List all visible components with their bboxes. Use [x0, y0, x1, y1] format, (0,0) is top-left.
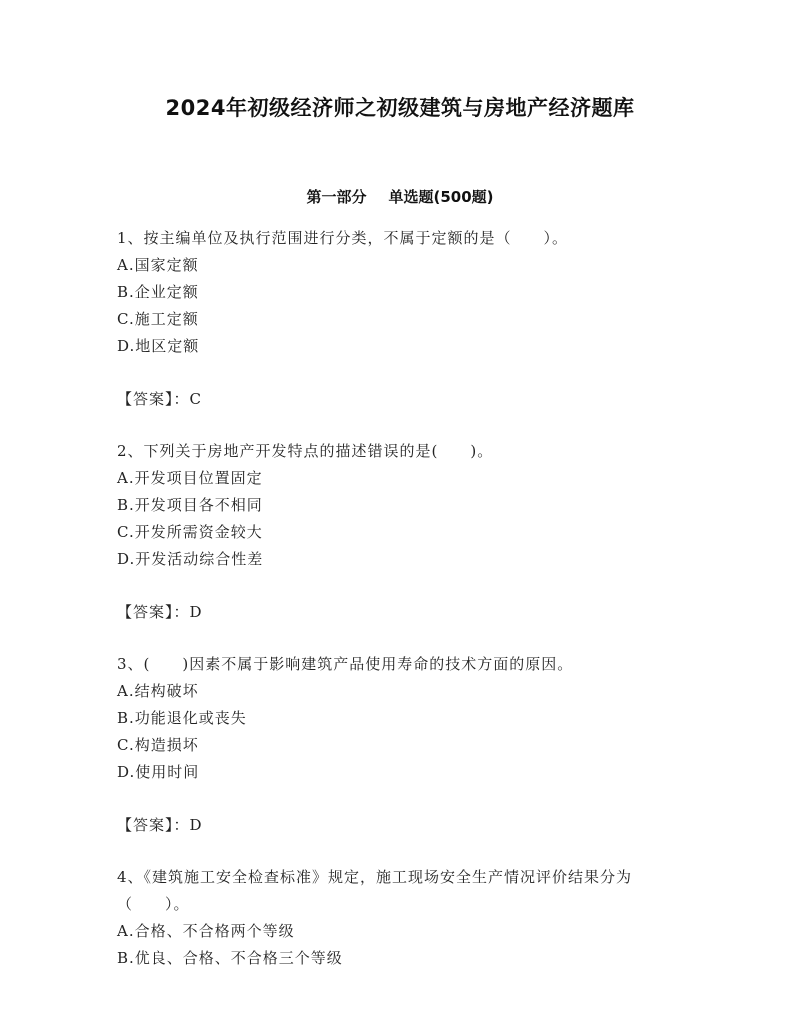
option-a: A.开发项目位置固定 [117, 469, 263, 487]
option-d: D.开发活动综合性差 [117, 550, 264, 568]
section-name-label: 单选题(500题) [388, 188, 494, 206]
answer-line [117, 812, 687, 839]
section-part-label: 第一部分 [306, 188, 367, 206]
answer-line [117, 386, 687, 413]
answer-label: 【答案】： [117, 603, 190, 621]
answer-value: D [189, 816, 203, 834]
option-a: A.国家定额 [117, 256, 199, 274]
option-c: C.构造损坏 [117, 736, 199, 754]
answer-label: 【答案】： [117, 816, 190, 834]
question-4 [117, 864, 687, 972]
answer-value: C [189, 390, 202, 408]
question-stem: 2、下列关于房地产开发特点的描述错误的是( )。 [117, 442, 494, 460]
option-c: C.施工定额 [117, 310, 199, 328]
document-title: 2024年初级经济师之初级建筑与房地产经济题库 [165, 96, 635, 120]
option-b: B.功能退化或丧失 [117, 709, 247, 727]
option-b: B.开发项目各不相同 [117, 496, 263, 514]
section-heading [0, 186, 800, 207]
question-stem: 1、按主编单位及执行范围进行分类，不属于定额的是（ ）。 [117, 229, 569, 247]
answer-value: D [189, 603, 203, 621]
option-d: D.地区定额 [117, 337, 200, 355]
option-c: C.开发所需资金较大 [117, 523, 263, 541]
question-stem: 4、《建筑施工安全检查标准》规定，施工现场安全生产情况评价结果分为（ ）。 [117, 868, 633, 913]
question-2 [117, 438, 687, 626]
option-b: B.优良、合格、不合格三个等级 [117, 949, 343, 967]
option-a: A.结构破坏 [117, 682, 199, 700]
option-a: A.合格、不合格两个等级 [117, 922, 295, 940]
question-stem: 3、( )因素不属于影响建筑产品使用寿命的技术方面的原因。 [117, 655, 574, 673]
question-1 [117, 225, 687, 413]
question-3 [117, 651, 687, 839]
option-b: B.企业定额 [117, 283, 199, 301]
answer-line [117, 599, 687, 626]
question-list [117, 225, 687, 972]
answer-label: 【答案】： [117, 390, 190, 408]
option-d: D.使用时间 [117, 763, 200, 781]
